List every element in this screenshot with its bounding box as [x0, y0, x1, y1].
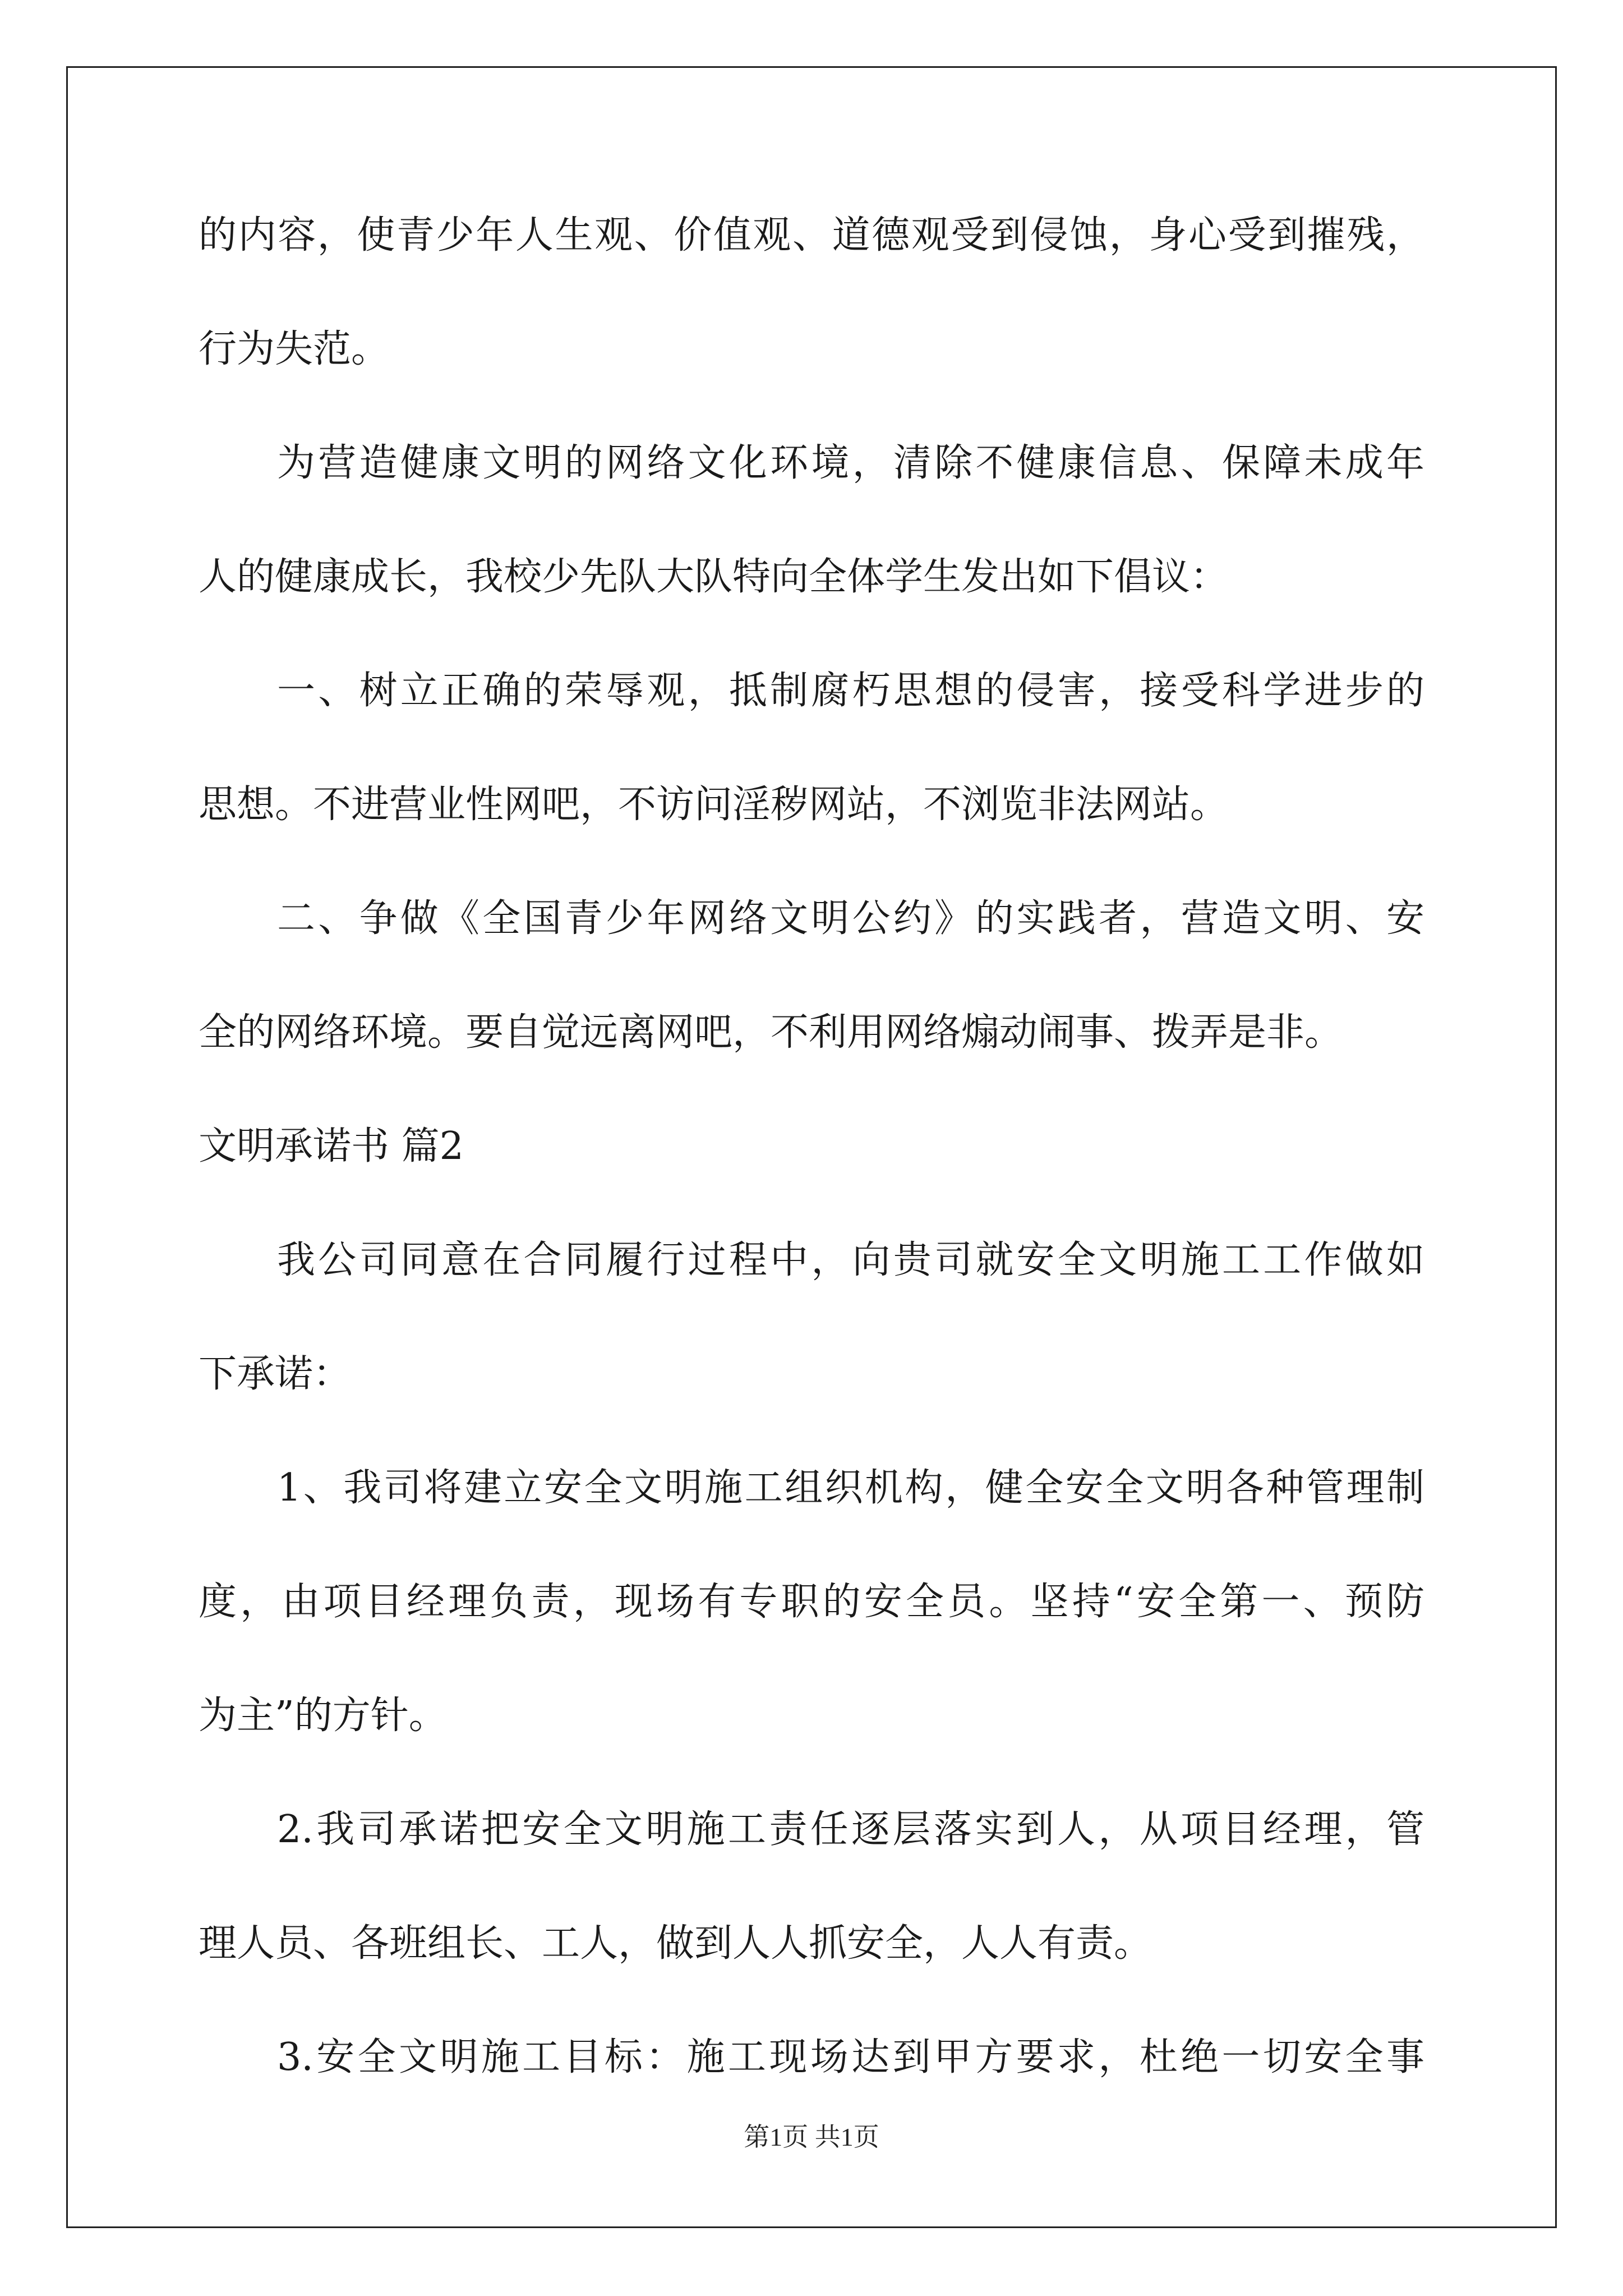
text-line-4: 人的健康成长，我校少先队大队特向全体学生发出如下倡议：: [199, 555, 1229, 599]
text-line-13: 度，由项目经理负责，现场有专职的安全员。坚持“安全第一、预防: [199, 1580, 1424, 1624]
text-line-2: 行为失范。: [199, 327, 390, 371]
page-number-footer: 第1页 共1页: [744, 2123, 879, 2151]
text-line-17: 3.安全文明施工目标：施工现场达到甲方要求，杜绝一切安全事: [277, 2035, 1424, 2079]
text-line-12: 1、我司将建立安全文明施工组织机构，健全安全文明各种管理制: [277, 1466, 1424, 1510]
text-line-1: 的内容，使青少年人生观、价值观、道德观受到侵蚀，身心受到摧残，: [199, 213, 1424, 257]
text-line-15: 2.我司承诺把安全文明施工责任逐层落实到人，从项目经理，管: [277, 1807, 1424, 1852]
text-line-5: 一、树立正确的荣辱观，抵制腐朽思想的侵害，接受科学进步的: [277, 669, 1424, 713]
text-line-8: 全的网络环境。要自觉远离网吧，不利用网络煽动闹事、拨弄是非。: [199, 1010, 1343, 1055]
text-line-7: 二、争做《全国青少年网络文明公约》的实践者，营造文明、安: [277, 896, 1424, 941]
document-body: [199, 208, 1424, 2143]
text-line-11: 下承诺：: [199, 1352, 352, 1396]
text-line-16: 理人员、各班组长、工人，做到人人抓安全，人人有责。: [199, 1921, 1152, 1966]
text-line-3: 为营造健康文明的网络文化环境，清除不健康信息、保障未成年: [277, 441, 1424, 485]
text-line-10: 我公司同意在合同履行过程中，向贵司就安全文明施工工作做如: [277, 1238, 1424, 1282]
section-heading: 文明承诺书 篇2: [199, 1124, 464, 1168]
text-line-14: 为主”的方针。: [199, 1694, 447, 1738]
text-line-6: 思想。不进营业性网吧，不访问淫秽网站，不浏览非法网站。: [199, 783, 1229, 827]
